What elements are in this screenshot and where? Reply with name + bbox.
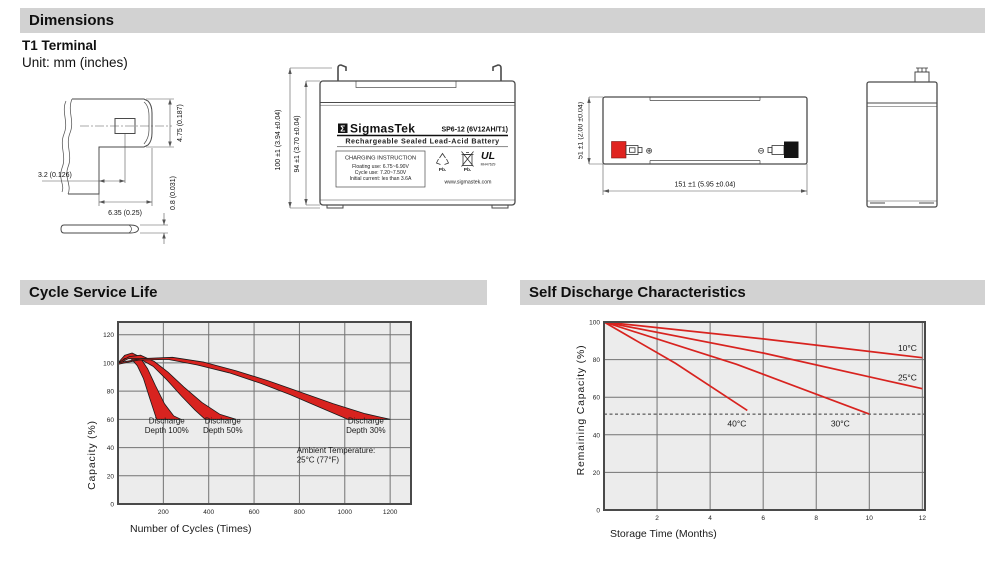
svg-text:DischargeDepth 50%: Discharge Depth 50% bbox=[202, 416, 243, 436]
svg-text:40°C: 40°C bbox=[727, 418, 747, 429]
battery-front-view bbox=[272, 60, 532, 220]
svg-text:DischargeDepth 30%: Discharge Depth 30% bbox=[346, 416, 386, 436]
svg-text:Ambient Temperature:25°C (77°F: Ambient Temperature: 25°C (77°F) bbox=[296, 446, 376, 465]
cycle-service-life-title: Cycle Service Life bbox=[29, 284, 158, 301]
svg-text:25°C: 25°C bbox=[897, 372, 917, 383]
svg-text:8: 8 bbox=[814, 515, 819, 522]
negative-symbol: ⊖ bbox=[757, 145, 765, 156]
ul-mark-icon bbox=[481, 150, 496, 167]
svg-text:4: 4 bbox=[708, 515, 712, 522]
svg-text:0: 0 bbox=[110, 501, 114, 509]
dim-label-height-inner: 94 ±1 (3.70 ±0.04) bbox=[294, 115, 301, 173]
svg-text:40: 40 bbox=[592, 432, 600, 440]
terminal-detail-drawing bbox=[22, 86, 202, 248]
charging-title: CHARGING INSTRUCTION bbox=[344, 155, 417, 162]
svg-text:30°C: 30°C bbox=[830, 418, 850, 429]
end-view-case bbox=[867, 68, 937, 207]
brand-name: SigmasTek bbox=[350, 121, 416, 136]
section-header-dimensions bbox=[20, 8, 985, 33]
terminal-outline bbox=[61, 99, 172, 194]
svg-text:80: 80 bbox=[592, 357, 600, 365]
svg-text:40: 40 bbox=[106, 445, 114, 453]
sigma-glyph: Σ bbox=[340, 123, 346, 134]
battery-end-view bbox=[852, 60, 952, 210]
terminal-type-subtitle: T1 Terminal bbox=[22, 38, 97, 53]
svg-text:Pb.: Pb. bbox=[438, 168, 447, 173]
top-view-case bbox=[603, 97, 807, 164]
ul-code: MH47629 bbox=[480, 162, 496, 167]
svg-text:12: 12 bbox=[918, 515, 926, 522]
svg-text:80: 80 bbox=[106, 388, 114, 396]
dim-label-height: 4.75 (0.187) bbox=[177, 104, 184, 142]
battery-top-view bbox=[578, 85, 828, 203]
charging-line-3: Initial current: les than 3.6A bbox=[349, 176, 412, 182]
charging-line-1: Floating use: 6.75~6.90V bbox=[352, 164, 409, 170]
positive-terminal-red bbox=[612, 142, 627, 159]
svg-text:Remaining Capacity (%): Remaining Capacity (%) bbox=[575, 344, 587, 476]
section-header-cycle-service-life bbox=[20, 280, 487, 305]
dim-label-width: 6.35 (0.25) bbox=[108, 210, 142, 217]
svg-text:10: 10 bbox=[865, 515, 873, 522]
svg-text:200: 200 bbox=[157, 509, 169, 516]
svg-text:1000: 1000 bbox=[337, 509, 353, 516]
svg-text:Pb.: Pb. bbox=[463, 168, 472, 173]
self-discharge-chart-svg bbox=[558, 313, 968, 555]
svg-text:10°C: 10°C bbox=[897, 343, 917, 354]
svg-text:20: 20 bbox=[592, 469, 600, 477]
svg-text:DischargeDepth 100%: Discharge Depth 100% bbox=[144, 416, 189, 436]
self-discharge-title: Self Discharge Characteristics bbox=[529, 284, 746, 301]
dim-label-offset: 3.2 (0.126) bbox=[38, 172, 72, 179]
svg-text:120: 120 bbox=[103, 332, 114, 340]
svg-text:600: 600 bbox=[248, 509, 260, 516]
svg-text:Storage Time (Months): Storage Time (Months) bbox=[610, 528, 717, 540]
svg-text:0: 0 bbox=[596, 507, 600, 515]
svg-text:1200: 1200 bbox=[382, 509, 398, 516]
charging-line-2: Cycle use: 7.20~7.50V bbox=[354, 170, 407, 176]
svg-text:100: 100 bbox=[589, 319, 600, 327]
section-header-self-discharge bbox=[520, 280, 985, 305]
negative-terminal-black bbox=[784, 142, 799, 159]
svg-text:20: 20 bbox=[106, 473, 114, 481]
positive-symbol: ⊕ bbox=[645, 145, 653, 156]
svg-text:60: 60 bbox=[592, 394, 600, 402]
dim-label-length: 151 ±1 (5.95 ±0.04) bbox=[674, 181, 736, 189]
svg-text:2: 2 bbox=[655, 515, 659, 522]
dimensions-title: Dimensions bbox=[29, 12, 115, 29]
svg-text:Capacity (%): Capacity (%) bbox=[86, 420, 98, 490]
svg-text:800: 800 bbox=[293, 509, 305, 516]
svg-text:UL: UL bbox=[481, 150, 495, 162]
cycle-service-life-chart-svg bbox=[78, 313, 446, 555]
svg-text:100: 100 bbox=[103, 360, 114, 368]
dim-label-depth: 51 ±1 (2.00 ±0.04) bbox=[578, 101, 585, 160]
unit-note: Unit: mm (inches) bbox=[22, 55, 128, 70]
battery-type-line: Rechargeable Sealed Lead-Acid Battery bbox=[345, 136, 500, 146]
dim-label-thickness: 0.8 (0.031) bbox=[170, 176, 177, 210]
svg-text:400: 400 bbox=[203, 509, 215, 516]
svg-text:6: 6 bbox=[761, 515, 765, 522]
svg-text:Number of Cycles (Times): Number of Cycles (Times) bbox=[130, 523, 252, 535]
website-text: www.sigmastek.com bbox=[444, 179, 492, 186]
svg-text:60: 60 bbox=[106, 416, 114, 424]
model-number: SP6-12 (6V12AH/T1) bbox=[441, 126, 508, 134]
dim-label-height-outer: 100 ±1 (3.94 ±0.04) bbox=[275, 109, 282, 171]
